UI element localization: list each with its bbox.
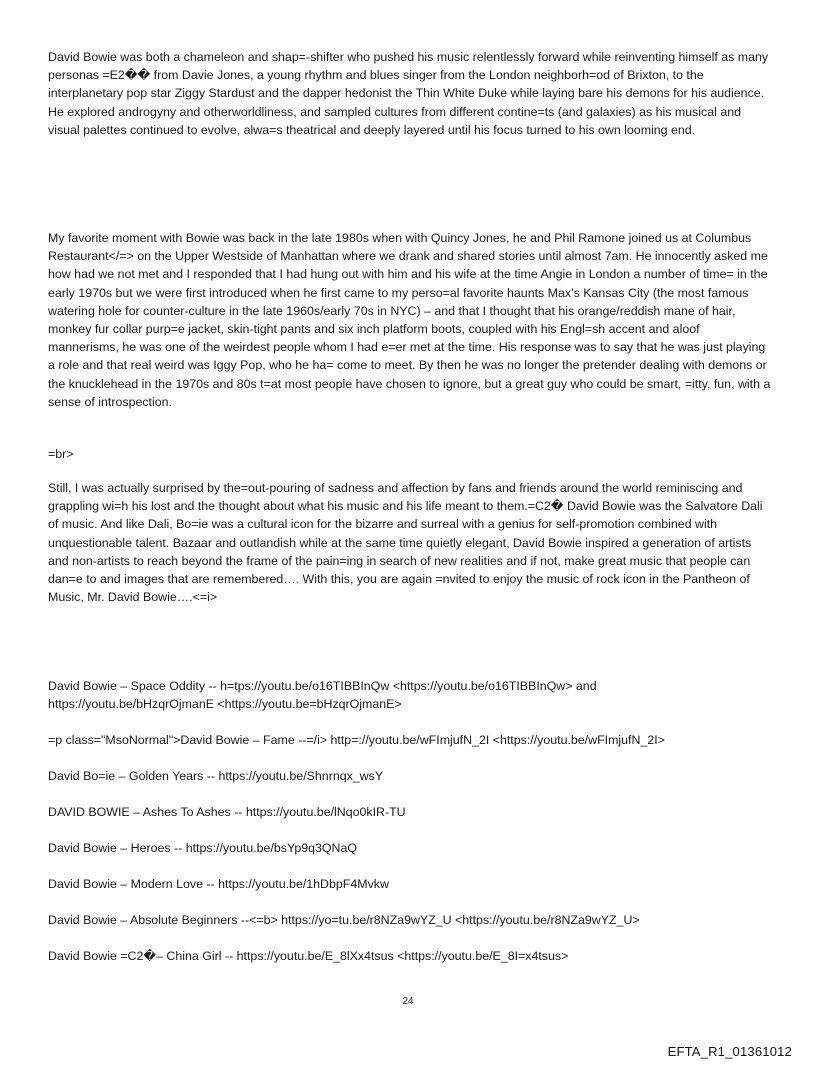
- song-link-space-oddity-alt[interactable]: https://youtu.be/bHzqrOjmanE <https://youtu.be=bHzqrOjmanE>: [48, 697, 402, 711]
- paragraph-outpouring: Still, I was actually surprised by the=out-pouring of sadness and affection by fans and friends around the world reminiscing and grappling wi=h his lost and the thought about what his music and his life meant to them.=C2� David Bowie was the Salvatore Dali of music. And like Dali, Bo=ie was a cultural icon for the bizarre and surreal with a genius for self-promotion combined with unquestionable talent. Bazaar and outlandish while at the same time quietly elegant, David Bowie inspired a generation of artists and non-artists to reach beyond the frame of the pain=ing in search of new realities and if not, make great music that people can dan=e to and images that are remembered…. With this, you are again =nvited to enjoy the music of rock icon in the Pantheon of Music, Mr. David Bowie….<=i>: [48, 481, 763, 605]
- song-link-space-oddity[interactable]: David Bowie – Space Oddity -- h=tps://youtu.be/o16TIBBInQw <https://youtu.be/o16TIBBInQw> and: [48, 679, 597, 693]
- page-number: 24: [402, 996, 414, 1007]
- paragraph-bowie-intro: David Bowie was both a chameleon and shap=-shifter who pushed his music relentlessly forward while reinventing himself as many personas =E2�� from Davie Jones, a young rhythm and blues singer from the London neighborh=od of Brixton, to the interplanetary pop star Ziggy Stardust and the dapper hedonist the Thin White Duke while laying bare his demons for his audience. He explored androgyny and otherworldliness, and sampled cultures from different contine=ts (and galaxies) as his musical and visual palettes continued to evolve, alwa=s theatrical and deeply layered until his focus turned to his own looming end.: [48, 50, 769, 137]
- song-link-absolute-beginners[interactable]: David Bowie – Absolute Beginners --<=b> https://yo=tu.be/r8NZa9wYZ_U <https://youtu.be/r8NZa9wYZ_U>: [48, 913, 640, 927]
- song-link-ashes-to-ashes[interactable]: DAVID BOWIE – Ashes To Ashes -- https://youtu.be/lNqo0kIR-TU: [48, 805, 406, 819]
- document-id: EFTA_R1_01361012: [667, 1044, 792, 1059]
- song-link-fame[interactable]: =p class="MsoNormal">David Bowie – Fame --=/i> http=://youtu.be/wFImjufN_2I <https://youtu.be/wFImjufN_2I>: [48, 733, 665, 747]
- song-link-modern-love[interactable]: David Bowie – Modern Love -- https://youtu.be/1hDbpF4Mvkw: [48, 877, 389, 891]
- paragraph-favorite-moment: My favorite moment with Bowie was back in the late 1980s when with Quincy Jones, he and Phil Ramone joined us at Columbus Restaurant</=> on the Upper Westside of Manhattan where we drank and shared stories until almost 7am. He innocently asked me how had we not met and I responded that I had hung out with him and his wife at the time Angie in London a number of time= in the early 1970s but we were first introduced when he first came to my perso=al favorite haunts Max’s Kansas City (the most famous watering hole for counter-culture in the late 1960s/early 70s in NYC) – and that I thought that his orange/reddish mane of hair, monkey fur collar purp=e jacket, skin-tight pants and six inch platform boots, coupled with his Engl=sh accent and aloof mannerisms, he was one of the weirdest people whom I had e=er met at the time. His response was to say that he was just playing a role and that real weird was Iggy Pop, who he ha= come to meet. By then he was no longer the pretender dealing with demons or the knucklehead in the 1970s and 80s t=at most people have chosen to ignore, but a great guy who could be smart, =itty, fun, with a sense of introspection.: [48, 231, 771, 409]
- paragraph-stray-markup: =br>: [48, 447, 74, 461]
- song-link-golden-years[interactable]: David Bo=ie – Golden Years -- https://youtu.be/Shnrnqx_wsY: [48, 769, 384, 783]
- song-link-heroes[interactable]: David Bowie – Heroes -- https://youtu.be/bsYp9q3QNaQ: [48, 841, 358, 855]
- song-link-china-girl[interactable]: David Bowie =C2�– China Girl -- https://youtu.be/E_8lXx4tsus <https://youtu.be/E_8I=x4tsus>: [48, 949, 569, 963]
